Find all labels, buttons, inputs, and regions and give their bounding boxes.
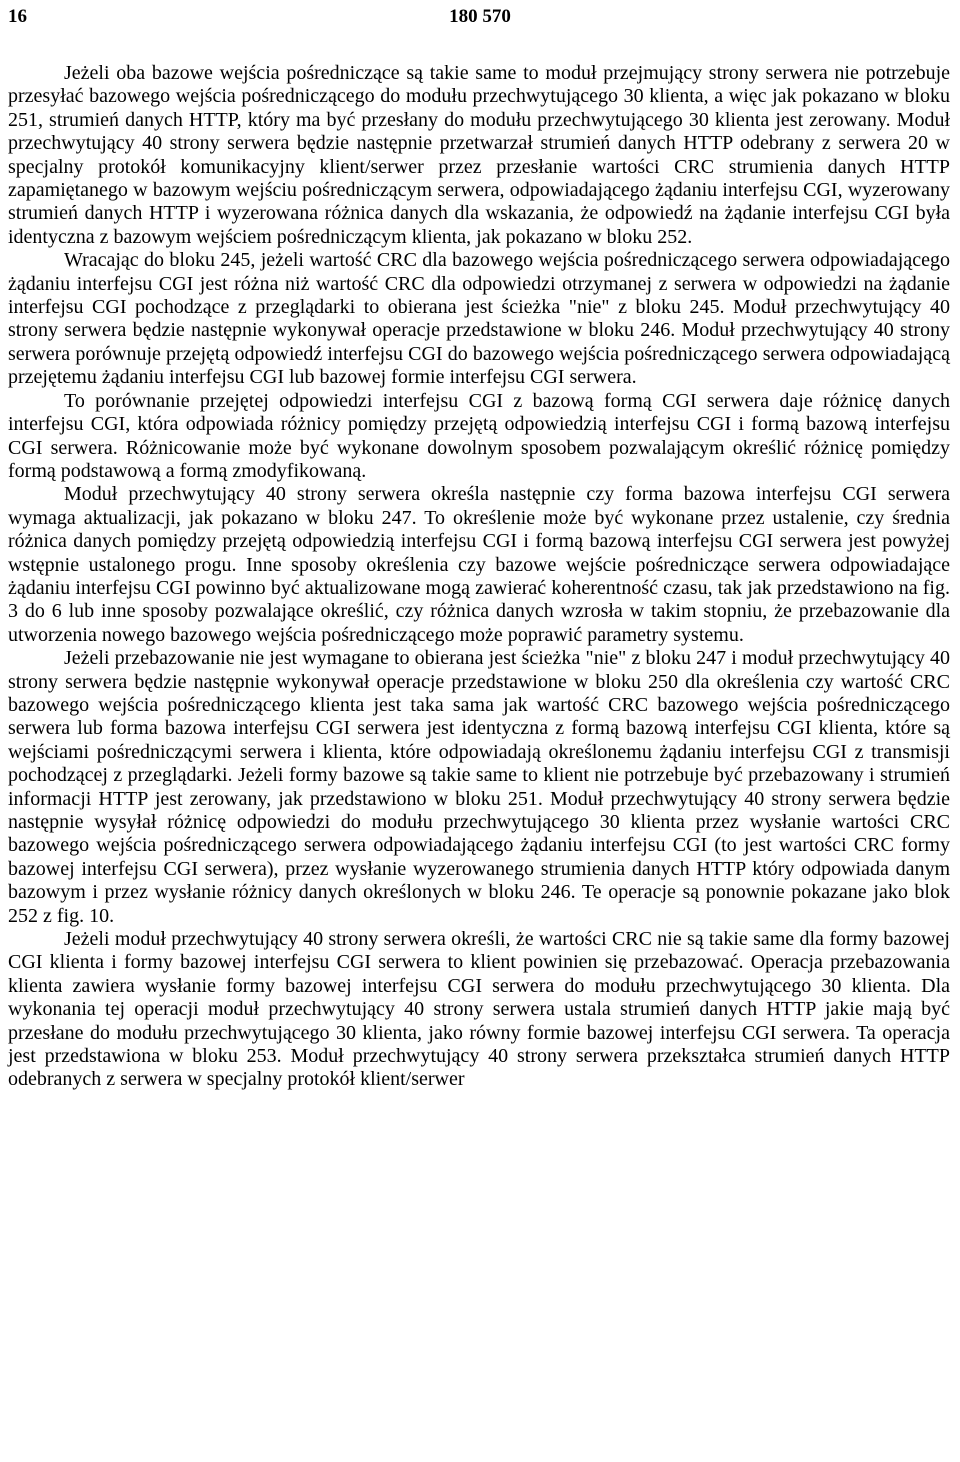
paragraph: Wracając do bloku 245, jeżeli wartość CRC dla bazowego wejścia pośredniczącego serwera odpowiadającego żądaniu interfejsu CGI jest różna niż wartość CRC dla odpowiedzi otrzymanej z serwera w odpowiedzi na żądanie interfejsu CGI pochodzące z przeglądarki to obierana jest ścieżka "nie" z bloku 245. Moduł przechwytujący 40 strony serwera będzie następnie wykonywał operacje przedstawione w bloku 246. Moduł przechwytujący 40 strony serwera porównuje przejętą odpowiedź interfejsu CGI do bazowego wejścia pośredniczącego serwera odpowiadającą przejętemu żądaniu interfejsu CGI lub bazowej formie interfejsu CGI serwera. xyxy=(8,249,950,389)
paragraph: Jeżeli przebazowanie nie jest wymagane to obierana jest ścieżka "nie" z bloku 247 i moduł przechwytujący 40 strony serwera będzie następnie wykonywał operacje przedstawione w bloku 250 dla określenia czy wartość CRC bazowego wejścia pośredniczącego klienta jest taka sama jak wartość CRC bazowego wejścia pośredniczącego serwera lub forma bazowa interfejsu CGI serwera jest identyczna z formą bazową interfejsu CGI klienta, które są wejściami pośredniczącymi serwera i klienta, które odpowiadają określonemu żądaniu interfejsu CGI z transmisji pochodzącej z przeglądarki. Jeżeli formy bazowe są takie same to klient nie potrzebuje być przebazowany i strumień informacji HTTP jest zerowany, jak przedstawiono w bloku 251. Moduł przechwytujący 40 strony serwera będzie następnie wysyłał różnicę odpowiedzi do modułu przechwytującego 30 klienta przez wysłanie wartości CRC bazowego wejścia pośredniczącego serwera odpowiadającego żądaniu interfejsu CGI (to jest wartości CRC formy bazowej interfejsu CGI serwera), przez wysłanie wyzerowanego strumienia danych HTTP który odpowiada danym bazowym i przez wysłanie różnicy danych określonych w bloku 246. Te operacje są ponownie pokazane jako blok 252 z fig. 10. xyxy=(8,647,950,927)
paragraph: Jeżeli moduł przechwytujący 40 strony serwera określi, że wartości CRC nie są takie same dla formy bazowej CGI klienta i formy bazowej interfejsu CGI serwera to klient powinien się przebazować. Operacja przebazowania klienta zawiera wysłanie formy bazowej interfejsu CGI serwera do modułu przechwytującego 30 klienta. Dla wykonania tej operacji moduł przechwytujący 40 strony serwera ustala strumień danych HTTP jakie mają być przesłane do modułu przechwytującego 30 klienta, jako równy formie bazowej interfejsu CGI serwera. Ta operacja jest przedstawiona w bloku 253. Moduł przechwytujący 40 strony serwera przekształca strumień danych HTTP odebranych z serwera w specjalny protokół klient/serwer xyxy=(8,928,950,1091)
paragraph: Moduł przechwytujący 40 strony serwera określa następnie czy forma bazowa interfejsu CGI serwera wymaga aktualizacji, jak pokazano w bloku 247. To określenie może być wykonane przez ustalenie, czy średnia różnica danych pomiędzy przejętą odpowiedzią interfejsu CGI i formą bazową interfejsu CGI serwera jest powyżej wstępnie ustalonego progu. Inne sposoby określenia czy bazowe wejście pośredniczące serwera odpowiadające żądaniu interfejsu CGI powinno być aktualizowane mogą zawierać koherentność czasu, tak jak przedstawiono na fig. 3 do 6 lub inne sposoby pozwalające określić, czy różnica danych wzrosła w takim stopniu, że przebazowanie dla utworzenia nowego bazowego wejścia pośredniczącego może poprawić parametry systemu. xyxy=(8,483,950,646)
page-number: 16 xyxy=(8,6,27,27)
document-number: 180 570 xyxy=(449,6,511,27)
page-header xyxy=(0,6,960,30)
paragraph: Jeżeli oba bazowe wejścia pośredniczące są takie same to moduł przejmujący strony serwera nie potrzebuje przesyłać bazowego wejścia pośredniczącego do modułu przechwytującego 30 klienta, a więc jak pokazano w bloku 251, strumień danych HTTP, który ma być przesłany do modułu przechwytującego 30 klienta jest zerowany. Moduł przechwytujący 40 strony serwera będzie następnie przetwarzał strumień danych HTTP odebrany z serwera 20 w specjalny protokół komunikacyjny klient/serwer przez przesłanie wartości CRC strumienia danych HTTP zapamiętanego w bazowym wejściu pośredniczącym serwera, odpowiadającego żądaniu interfejsu CGI, wyzerowany strumień danych HTTP i wyzerowana różnica danych dla wskazania, że odpowiedź na żądanie interfejsu CGI była identyczna z bazowym wejściem pośredniczącym klienta, jak pokazano w bloku 252. xyxy=(8,62,950,248)
body-text xyxy=(8,62,950,1092)
paragraph: To porównanie przejętej odpowiedzi interfejsu CGI z bazową formą CGI serwera daje różnicę danych interfejsu CGI, która odpowiada różnicy pomiędzy przejętą odpowiedzią interfejsu CGI i formą bazową interfejsu CGI serwera. Różnicowanie może być wykonane dowolnym sposobem pozwalającym określić różnicę pomiędzy formą podstawową a formą zmodyfikowaną. xyxy=(8,389,950,482)
